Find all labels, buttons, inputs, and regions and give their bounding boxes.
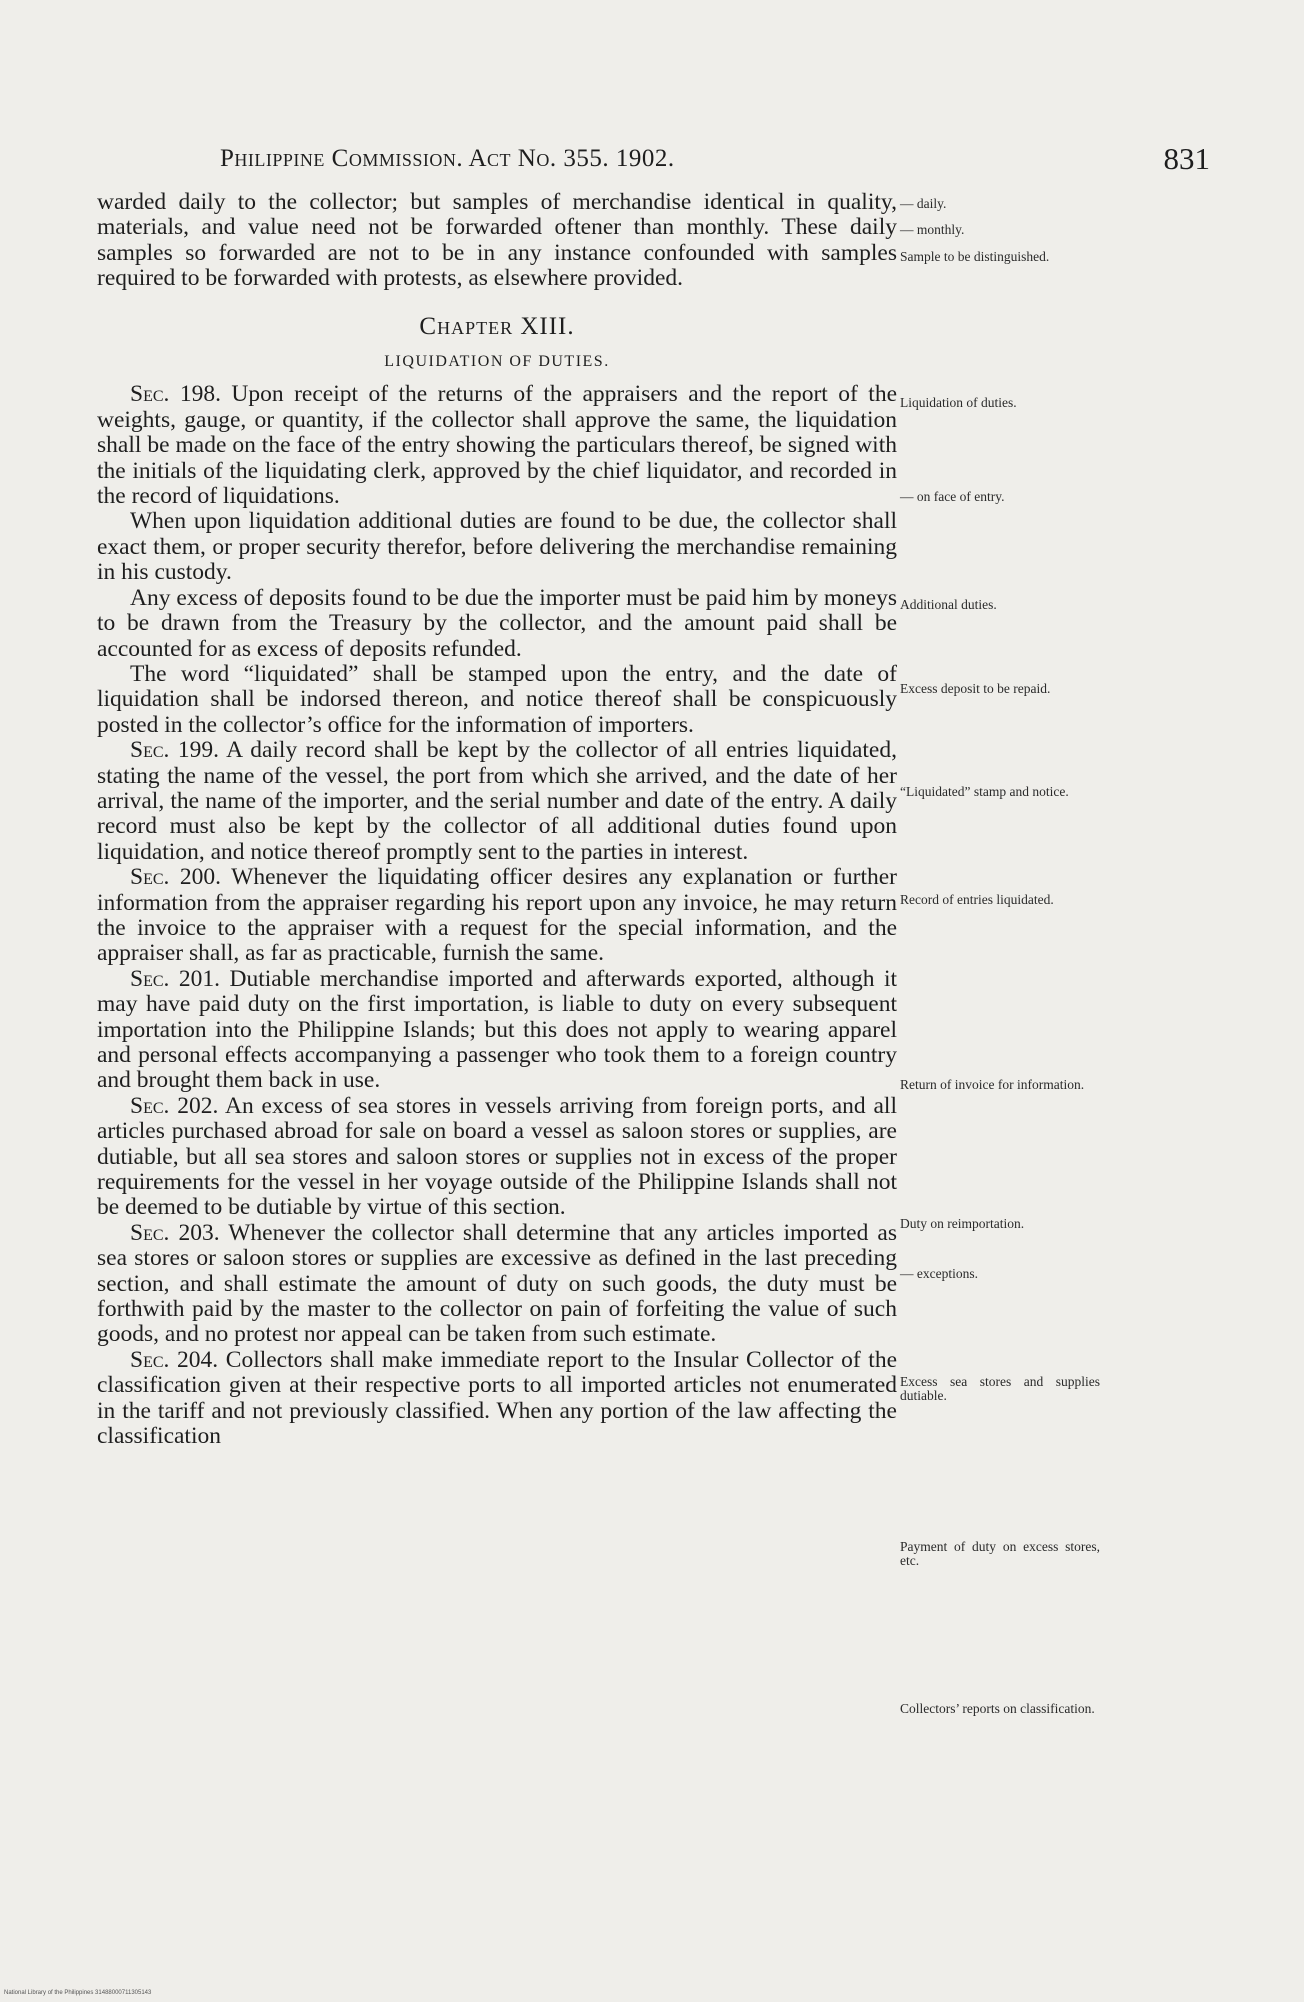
margin-note-additional-duties: Additional duties. [900, 597, 997, 612]
margin-note-liquidated-stamp: “Liquidated” stamp and notice. [900, 784, 1069, 799]
paragraph-text: An excess of sea stores in vessels arriving from foreign ports, and all articles purchased abroad for sale on board a vessel as saloon stores or supplies, are dutiable, but all sea stores and saloon stores or supplies not in excess of the proper requirements for the vessel in her voyage outside of the Philippine Islands shall not be deemed to be dutiable by virtue of this section. [97, 1092, 897, 1221]
section-label: Sec. 201. [130, 965, 221, 992]
chapter-title: Chapter XIII. [419, 312, 575, 340]
paragraph-additional-duties [97, 509, 897, 585]
paragraph-sec-199 [97, 738, 897, 865]
section-label: Sec. 202. [130, 1092, 219, 1119]
paragraph-text: Dutiable merchandise imported and afterwards exported, although it may have paid duty on the first importation, is liable to duty on every subsequent importation into the Philippine Islands; but this does not apply to wearing apparel and personal effects accompanying a passenger who took them to a foreign country and brought them back in use. [97, 965, 897, 1094]
page-number: 831 [1163, 141, 1210, 176]
paragraph-sec-201 [97, 967, 897, 1094]
paragraph-text: Whenever the collector shall determine that any articles imported as sea stores or saloon stores or supplies are excessive as defined in the last preceding section, and shall estimate the amount of duty on such goods, the duty must be forthwith paid by the master to the collector on pain of forfeiting the value of such goods, and no protest nor appeal can be taken from such estimate. [97, 1219, 897, 1348]
section-label: Sec. 198. [130, 381, 221, 408]
margin-note-liquidation: Liquidation of duties. [900, 395, 1017, 410]
paragraph-sec-203 [97, 1221, 897, 1348]
section-label: Sec. 204. [130, 1346, 219, 1373]
paragraph-sec-198 [97, 382, 897, 509]
margin-note-sample-distinguished: Sample to be distinguished. [900, 249, 1050, 264]
paragraph-text: When upon liquidation additional duties are found to be due, the collector shall exact them, or proper security therefor, before delivering the merchandise remaining in his custody. [97, 508, 897, 586]
margin-note-excess-deposit: Excess deposit to be repaid. [900, 681, 1051, 696]
paragraph-sec-204 [97, 1348, 897, 1450]
section-heading: LIQUIDATION OF DUTIES. [384, 353, 610, 371]
margin-note-payment-of-duty: Payment of duty on excess stores, etc. [900, 1539, 1100, 1568]
page-header [220, 141, 1210, 185]
paragraph-sec-200 [97, 865, 897, 967]
paragraph-text: A daily record shall be kept by the collector of all entries liquidated, stating the name of the vessel, the port from which she arrived, and the date of her arrival, the name of the importer, and the serial number and date of the entry. A daily record must also be kept by the collector of all additional duties found upon liquidation, and notice thereof promptly sent to the parties in interest. [97, 737, 897, 865]
paragraph-text: Upon receipt of the returns of the appraisers and the report of the weights, gauge, or quantity, if the collector shall approve the same, the liquidation shall be made on the face of the entry showing the particulars thereof, be signed with the initials of the liquidating clerk, approved by the chief liquidator, and recorded in the record of liquidations. [97, 381, 898, 510]
margin-note-reimportation: Duty on reimportation. [900, 1216, 1025, 1231]
margin-note-collectors-reports: Collectors’ reports on classification. [900, 1701, 1095, 1716]
paragraph-text: Collectors shall make immediate report to the Insular Collector of the classification given at their respective ports to all imported articles not enumerated in the tariff and not previously classified. When any portion of the law affecting the classification [97, 1346, 898, 1450]
section-label: Sec. 200. [130, 864, 222, 891]
margin-note-monthly: — monthly. [900, 222, 965, 237]
margin-note-daily: — daily. [900, 196, 947, 211]
paragraph-text: Any excess of deposits found to be due the importer must be paid him by moneys to be drawn from the Treasury by the collector, and the amount paid shall be accounted for as excess of deposits refunded. [97, 584, 897, 662]
paragraph-sec-202 [97, 1094, 897, 1221]
paragraph-excess-deposits [97, 586, 897, 662]
paragraph-text: Whenever the liquidating officer desires any explanation or further information from the appraiser regarding his report upon any invoice, he may return the invoice to the appraiser with a request for the special information, and the appraiser shall, as far as practicable, furnish the same. [97, 864, 897, 967]
margin-note-exceptions: — exceptions. [900, 1266, 978, 1281]
opening-paragraph: warded daily to the collector; but samples of merchandise identical in quality, materials, and value need not be forwarded oftener than monthly. These daily samples so forwarded are not to be in any instance confounded with samples required to be forwarded with protests, as elsewhere provided. [97, 189, 897, 292]
section-label: Sec. 203. [130, 1219, 220, 1246]
scan-credit: National Library of the Philippines 31488000711305143 [4, 1990, 152, 1996]
margin-note-sea-stores: Excess sea stores and supplies dutiable. [900, 1374, 1100, 1403]
main-text-column [97, 190, 897, 1450]
margin-note-return-of-invoice: Return of invoice for information. [900, 1077, 1085, 1092]
running-head: Philippine Commission. Act No. 355. 1902. [220, 145, 675, 172]
margin-note-face-of-entry: — on face of entry. [900, 489, 1005, 504]
margin-note-record-of-entries: Record of entries liquidated. [900, 892, 1054, 907]
paragraph-text: The word “liquidated” shall be stamped upon the entry, and the date of liquidation shall be indorsed thereon, and notice thereof shall be conspicuously posted in the collector’s office for the information of importers. [97, 660, 897, 738]
paragraph-liquidated-stamp [97, 662, 897, 738]
section-label: Sec. 199. [130, 737, 219, 764]
